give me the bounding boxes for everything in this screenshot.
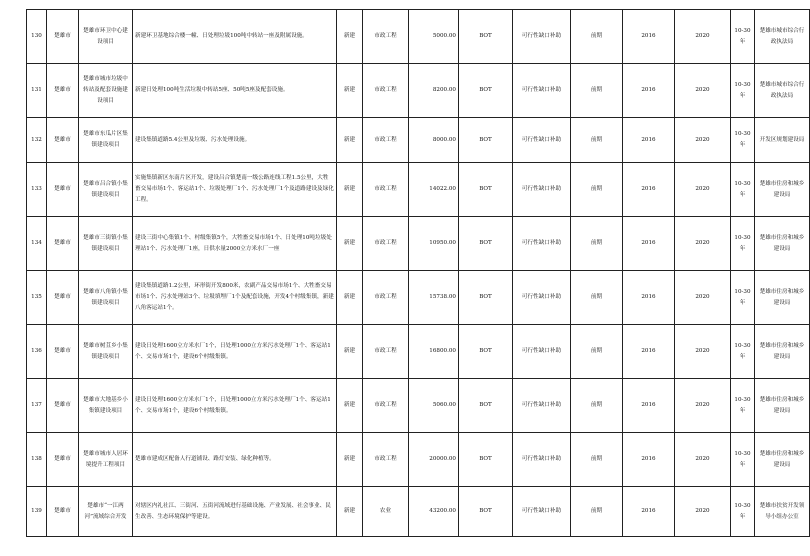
- end-year-cell: 2020: [675, 379, 731, 433]
- construction-nature-cell: 新建: [337, 163, 363, 217]
- end-year-cell: 2020: [675, 118, 731, 163]
- project-content-cell: 对辖区内礼社江、三街河、五街河流域进行基础设施、产业发展、社会事业、民生改善、生态环境保护等建设。: [133, 487, 337, 537]
- project-name-cell: 楚雄市大地基乡小集镇建设项目: [79, 379, 133, 433]
- table-row: [27, 325, 810, 379]
- cooperation-period-cell: 10-30年: [731, 64, 755, 118]
- cooperation-period-cell: 10-30年: [731, 10, 755, 64]
- project-name-cell: 楚雄市城市人居环境提升工程项目: [79, 433, 133, 487]
- category-cell: 市政工程: [363, 217, 409, 271]
- project-stage-cell: 前期: [571, 379, 623, 433]
- project-name-cell: 楚雄市吕合镇小集镇建设项目: [79, 163, 133, 217]
- construction-nature-cell: 新建: [337, 487, 363, 537]
- end-year-cell: 2020: [675, 325, 731, 379]
- project-name-cell: 楚雄市环卫中心建设项目: [79, 10, 133, 64]
- project-name-cell: 楚雄市八角镇小集镇建设项目: [79, 271, 133, 325]
- row-number-cell: 138: [27, 433, 47, 487]
- start-year-cell: 2016: [623, 217, 675, 271]
- cooperation-period-cell: 10-30年: [731, 325, 755, 379]
- project-content-cell: 建设集镇道路1.2公里，环形街开发800米，农副产品交易市场1个、大牲畜交易市场1个、污水处理站3个、垃圾填埋厂1个及配套设施，开发4个村级集镇，新建八角客运站1个。: [133, 271, 337, 325]
- city-cell: 楚雄市: [47, 325, 79, 379]
- construction-nature-cell: 新建: [337, 379, 363, 433]
- table-row: [27, 118, 810, 163]
- operation-mode-cell: BOT: [459, 487, 513, 537]
- operation-mode-cell: BOT: [459, 163, 513, 217]
- project-stage-cell: 前期: [571, 118, 623, 163]
- project-name-cell: 楚雄市城市垃圾中转站及配套设施建设项目: [79, 64, 133, 118]
- return-mechanism-cell: 可行性缺口补助: [513, 10, 571, 64]
- end-year-cell: 2020: [675, 163, 731, 217]
- project-stage-cell: 前期: [571, 487, 623, 537]
- category-cell: 市政工程: [363, 10, 409, 64]
- start-year-cell: 2016: [623, 163, 675, 217]
- construction-nature-cell: 新建: [337, 64, 363, 118]
- start-year-cell: 2016: [623, 118, 675, 163]
- city-cell: 楚雄市: [47, 487, 79, 537]
- category-cell: 市政工程: [363, 325, 409, 379]
- project-stage-cell: 前期: [571, 217, 623, 271]
- responsible-dept-cell: 楚雄市住房和城乡建设局: [755, 379, 810, 433]
- investment-amount-cell: 5000.00: [409, 10, 459, 64]
- cooperation-period-cell: 10-30年: [731, 163, 755, 217]
- operation-mode-cell: BOT: [459, 118, 513, 163]
- project-name-cell: 楚雄市东瓜片区集镇建设项目: [79, 118, 133, 163]
- investment-amount-cell: 43200.00: [409, 487, 459, 537]
- project-content-cell: 建设集镇道路5.4公里及垃圾、污水处理设施。: [133, 118, 337, 163]
- responsible-dept-cell: 楚雄市住房和城乡建设局: [755, 325, 810, 379]
- return-mechanism-cell: 可行性缺口补助: [513, 163, 571, 217]
- return-mechanism-cell: 可行性缺口补助: [513, 379, 571, 433]
- category-cell: 市政工程: [363, 64, 409, 118]
- city-cell: 楚雄市: [47, 217, 79, 271]
- operation-mode-cell: BOT: [459, 64, 513, 118]
- row-number-cell: 131: [27, 64, 47, 118]
- project-content-cell: 建设日处理1600立方米水厂1个，日处理1000立方米污水处理厂1个、客运站1个、交易市场1个，建设6个村级集镇。: [133, 379, 337, 433]
- table-row: [27, 379, 810, 433]
- start-year-cell: 2016: [623, 64, 675, 118]
- category-cell: 市政工程: [363, 433, 409, 487]
- city-cell: 楚雄市: [47, 118, 79, 163]
- city-cell: 楚雄市: [47, 10, 79, 64]
- construction-nature-cell: 新建: [337, 217, 363, 271]
- investment-amount-cell: 8000.00: [409, 118, 459, 163]
- operation-mode-cell: BOT: [459, 217, 513, 271]
- cooperation-period-cell: 10-30年: [731, 271, 755, 325]
- return-mechanism-cell: 可行性缺口补助: [513, 433, 571, 487]
- start-year-cell: 2016: [623, 271, 675, 325]
- return-mechanism-cell: 可行性缺口补助: [513, 118, 571, 163]
- category-cell: 市政工程: [363, 118, 409, 163]
- table-row: [27, 64, 810, 118]
- project-content-cell: 楚雄市建成区配备人行道铺设、路灯安装、绿化种植等。: [133, 433, 337, 487]
- table-row: [27, 433, 810, 487]
- category-cell: 市政工程: [363, 271, 409, 325]
- responsible-dept-cell: 楚雄市住房和城乡建设局: [755, 163, 810, 217]
- project-table: [26, 9, 810, 537]
- row-number-cell: 135: [27, 271, 47, 325]
- end-year-cell: 2020: [675, 433, 731, 487]
- project-name-cell: 楚雄市树苴乡小集镇建设项目: [79, 325, 133, 379]
- project-stage-cell: 前期: [571, 433, 623, 487]
- return-mechanism-cell: 可行性缺口补助: [513, 64, 571, 118]
- row-number-cell: 133: [27, 163, 47, 217]
- investment-amount-cell: 15738.00: [409, 271, 459, 325]
- construction-nature-cell: 新建: [337, 118, 363, 163]
- table-row: [27, 217, 810, 271]
- project-content-cell: 建设日处理1600立方米水厂1个，日处理1000立方米污水处理厂1个、客运站1个、交易市场1个，建设6个村级集镇。: [133, 325, 337, 379]
- cooperation-period-cell: 10-30年: [731, 487, 755, 537]
- construction-nature-cell: 新建: [337, 271, 363, 325]
- operation-mode-cell: BOT: [459, 271, 513, 325]
- operation-mode-cell: BOT: [459, 10, 513, 64]
- end-year-cell: 2020: [675, 217, 731, 271]
- project-stage-cell: 前期: [571, 64, 623, 118]
- project-stage-cell: 前期: [571, 271, 623, 325]
- project-name-cell: 楚雄市“一江两河”流域综合开发: [79, 487, 133, 537]
- investment-amount-cell: 5060.00: [409, 379, 459, 433]
- investment-amount-cell: 20000.00: [409, 433, 459, 487]
- return-mechanism-cell: 可行性缺口补助: [513, 487, 571, 537]
- responsible-dept-cell: 楚雄市住房和城乡建设局: [755, 271, 810, 325]
- table-row: [27, 163, 810, 217]
- row-number-cell: 130: [27, 10, 47, 64]
- category-cell: 市政工程: [363, 379, 409, 433]
- row-number-cell: 139: [27, 487, 47, 537]
- start-year-cell: 2016: [623, 10, 675, 64]
- responsible-dept-cell: 楚雄市扶贫开发领导小组办公室: [755, 487, 810, 537]
- city-cell: 楚雄市: [47, 379, 79, 433]
- table-row: [27, 271, 810, 325]
- project-stage-cell: 前期: [571, 163, 623, 217]
- project-name-cell: 楚雄市三街镇小集镇建设项目: [79, 217, 133, 271]
- table-body: [27, 10, 810, 537]
- responsible-dept-cell: 楚雄市住房和城乡建设局: [755, 217, 810, 271]
- construction-nature-cell: 新建: [337, 10, 363, 64]
- project-stage-cell: 前期: [571, 10, 623, 64]
- row-number-cell: 134: [27, 217, 47, 271]
- row-number-cell: 137: [27, 379, 47, 433]
- table-row: [27, 10, 810, 64]
- city-cell: 楚雄市: [47, 271, 79, 325]
- category-cell: 农业: [363, 487, 409, 537]
- end-year-cell: 2020: [675, 10, 731, 64]
- investment-amount-cell: 16800.00: [409, 325, 459, 379]
- project-content-cell: 建设三街中心集镇1个、村级集镇5个，大牲畜交易市场1个、日处理10吨垃圾处理站1个、污水处理厂1座，日供水量2000立方米水厂一座: [133, 217, 337, 271]
- city-cell: 楚雄市: [47, 163, 79, 217]
- responsible-dept-cell: 楚雄市城市综合行政执法局: [755, 64, 810, 118]
- construction-nature-cell: 新建: [337, 433, 363, 487]
- investment-amount-cell: 10950.00: [409, 217, 459, 271]
- category-cell: 市政工程: [363, 163, 409, 217]
- end-year-cell: 2020: [675, 64, 731, 118]
- start-year-cell: 2016: [623, 325, 675, 379]
- city-cell: 楚雄市: [47, 433, 79, 487]
- row-number-cell: 136: [27, 325, 47, 379]
- start-year-cell: 2016: [623, 379, 675, 433]
- investment-amount-cell: 14022.00: [409, 163, 459, 217]
- operation-mode-cell: BOT: [459, 433, 513, 487]
- project-content-cell: 新建环卫基地综合楼一幢、日处理垃圾100吨中转站一座及附属设施。: [133, 10, 337, 64]
- row-number-cell: 132: [27, 118, 47, 163]
- investment-amount-cell: 8200.00: [409, 64, 459, 118]
- cooperation-period-cell: 10-30年: [731, 433, 755, 487]
- start-year-cell: 2016: [623, 433, 675, 487]
- operation-mode-cell: BOT: [459, 325, 513, 379]
- cooperation-period-cell: 10-30年: [731, 118, 755, 163]
- project-content-cell: 新建日处理100吨生活垃圾中转站5座、50吨5座及配套设施。: [133, 64, 337, 118]
- responsible-dept-cell: 开发区规划建设局: [755, 118, 810, 163]
- construction-nature-cell: 新建: [337, 325, 363, 379]
- end-year-cell: 2020: [675, 271, 731, 325]
- project-stage-cell: 前期: [571, 325, 623, 379]
- responsible-dept-cell: 楚雄市住房和城乡建设局: [755, 433, 810, 487]
- return-mechanism-cell: 可行性缺口补助: [513, 217, 571, 271]
- cooperation-period-cell: 10-30年: [731, 217, 755, 271]
- return-mechanism-cell: 可行性缺口补助: [513, 271, 571, 325]
- operation-mode-cell: BOT: [459, 379, 513, 433]
- start-year-cell: 2016: [623, 487, 675, 537]
- city-cell: 楚雄市: [47, 64, 79, 118]
- table-row: [27, 487, 810, 537]
- cooperation-period-cell: 10-30年: [731, 379, 755, 433]
- responsible-dept-cell: 楚雄市城市综合行政执法局: [755, 10, 810, 64]
- project-content-cell: 实施集镇新区东南片区开发，建设吕合镇楚南一级公路连线工程1.5公里，大牲畜交易市场1个、客运站1个、垃圾处理厂1个、污水处理厂1个及道路建设及绿化工程。: [133, 163, 337, 217]
- end-year-cell: 2020: [675, 487, 731, 537]
- return-mechanism-cell: 可行性缺口补助: [513, 325, 571, 379]
